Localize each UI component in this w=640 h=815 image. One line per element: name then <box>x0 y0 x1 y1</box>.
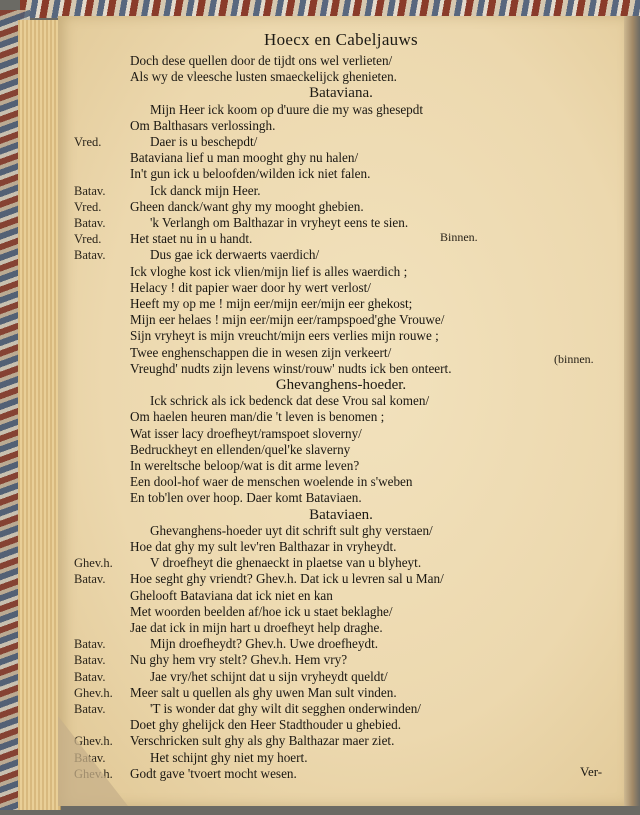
verse-line: Als wy de vleesche lusten smaeckelijck ghenieten. <box>130 69 397 85</box>
stage-direction: Binnen. <box>440 230 478 245</box>
verse-line: Mijn Heer ick koom op d'uure die my was ghesepdt <box>150 101 424 117</box>
verse-line: Doch dese quellen door de tijdt ons wel verlieten/ <box>130 53 393 68</box>
character-heading: Ghevanghens-hoeder. <box>275 377 407 393</box>
speaker-label: Vred. <box>74 232 102 247</box>
speaker-label: Ghev.h. <box>74 685 113 700</box>
verse-line: Godt gave 'tvoert mocht wesen. <box>130 765 297 781</box>
speaker-label: Batav. <box>74 248 106 263</box>
speaker-label: Batav. <box>74 669 106 684</box>
speaker-label: Ghev.h. <box>74 766 113 781</box>
verse-line: Gheen danck/want ghy my mooght ghebien. <box>130 198 364 214</box>
verse-line: 'k Verlangh om Balthazar in vryheyt eens te sien. <box>150 215 409 230</box>
verse-line: Ick vloghe kost ick vlien/mijn lief is alles waerdich ; <box>130 263 408 279</box>
verse-line: Bedruckheyt en ellenden/quel'ke slaverny <box>130 441 351 457</box>
verse-line: Verschricken sult ghy als ghy Balthazar maer ziet. <box>130 733 395 749</box>
verse-line: Een dool-hof waer de menschen woelende in s'weben <box>130 474 413 490</box>
verse-line: Jae dat ick in mijn hart u droefheyt help draghe. <box>130 620 383 635</box>
verse-line: En tob'len over hoop. Daer komt Bataviaen. <box>130 490 362 506</box>
speaker-label: Batav. <box>74 572 106 587</box>
speaker-label: Batav. <box>74 702 106 716</box>
verse-line: Daer is u beschepdt/ <box>150 134 258 149</box>
book-page <box>58 16 624 806</box>
verse-line: Ghelooft Bataviana dat ick niet en kan <box>130 587 333 603</box>
verse-line: Hoe seght ghy vriendt? Ghev.h. Dat ick u levren sal u Man/ <box>130 571 444 587</box>
verse-line: Het schijnt ghy niet my hoert. <box>150 749 308 765</box>
catchword: Ver- <box>580 764 603 779</box>
verse-line: Dus gae ick derwaerts vaerdich/ <box>150 247 320 263</box>
verse-line: Helacy ! dit papier waer door hy wert verlost/ <box>130 279 371 295</box>
page-stack-edge <box>18 20 61 810</box>
verse-line: Ick danck mijn Heer. <box>150 182 261 198</box>
verse-line: Twee enghenschappen die in wesen zijn verkeert/ <box>130 344 392 360</box>
speaker-label: Ghev.h. <box>74 556 113 571</box>
binding-edge <box>622 16 640 806</box>
verse-line: Om Balthasars verlossingh. <box>130 117 276 133</box>
running-header: Hoecx en Cabeljauws <box>264 30 418 49</box>
speaker-label: Batav. <box>74 216 106 230</box>
verse-line: Met woorden beelden af/hoe ick u staet beklaghe/ <box>130 603 393 619</box>
verse-line: Mijn droefheydt? Ghev.h. Uwe droefheydt. <box>150 636 379 652</box>
verse-line: In't gun ick u beloofden/wilden ick niet falen. <box>130 166 371 182</box>
verse-line: Vreughd' nudts zijn levens winst/rouw' nudts ick ben onteert. <box>130 360 452 376</box>
speaker-label: Batav. <box>74 653 106 668</box>
page-curl <box>58 716 128 806</box>
verse-line: Doet ghy ghelijck den Heer Stadthouder u ghebied. <box>130 717 402 733</box>
verse-line: V droefheyt die ghenaeckt in plaetse van u blyheyt. <box>150 555 422 571</box>
verse-line: Hoe dat ghy my sult lev'ren Balthazar in vryheydt. <box>130 539 397 554</box>
speaker-label: Batav. <box>74 183 106 198</box>
character-heading: Bataviaen. <box>309 506 373 523</box>
speaker-label: Batav. <box>74 637 106 652</box>
verse-line: Heeft my op me ! mijn eer/mijn eer/mijn eer ghekost; <box>130 296 413 311</box>
verse-line: Mijn eer helaes ! mijn eer/mijn eer/rampspoed'ghe Vrouwe/ <box>130 312 445 328</box>
speaker-label: Vred. <box>74 199 102 214</box>
verse-line: Meer salt u quellen als ghy uwen Man sult vinden. <box>130 684 397 700</box>
stage-direction: (binnen. <box>554 351 594 366</box>
verse-line: 'T is wonder dat ghy wilt dit segghen onderwinden/ <box>150 701 421 716</box>
verse-line: Bataviana lief u man mooght ghy nu halen/ <box>130 150 359 166</box>
verse-line: Wat isser lacy droefheyt/ramspoet sloverny/ <box>130 425 362 441</box>
verse-line: Het staet nu in u handt. <box>130 231 253 247</box>
verse-line: Jae vry/het schijnt dat u sijn vryheydt queldt/ <box>150 668 388 684</box>
speaker-label: Vred. <box>74 135 102 149</box>
verse-line: Om haelen heuren man/die 't leven is benomen ; <box>130 409 385 425</box>
verse-line: Ghevanghens-hoeder uyt dit schrift sult ghy verstaen/ <box>150 522 433 538</box>
character-heading: Bataviana. <box>309 85 373 102</box>
verse-line: In wereltsche beloop/wat is dit arme leven? <box>130 458 360 473</box>
verse-line: Ick schrick als ick bedenck dat dese Vrou sal komen/ <box>150 393 430 409</box>
speaker-label: Batav. <box>74 750 106 765</box>
speaker-label: Ghev.h. <box>74 734 113 749</box>
verse-line: Nu ghy hem vry stelt? Ghev.h. Hem vry? <box>130 652 348 668</box>
verse-line: Sijn vryheyt is mijn vreucht/mijn eers verlies mijn rouwe ; <box>130 328 439 344</box>
